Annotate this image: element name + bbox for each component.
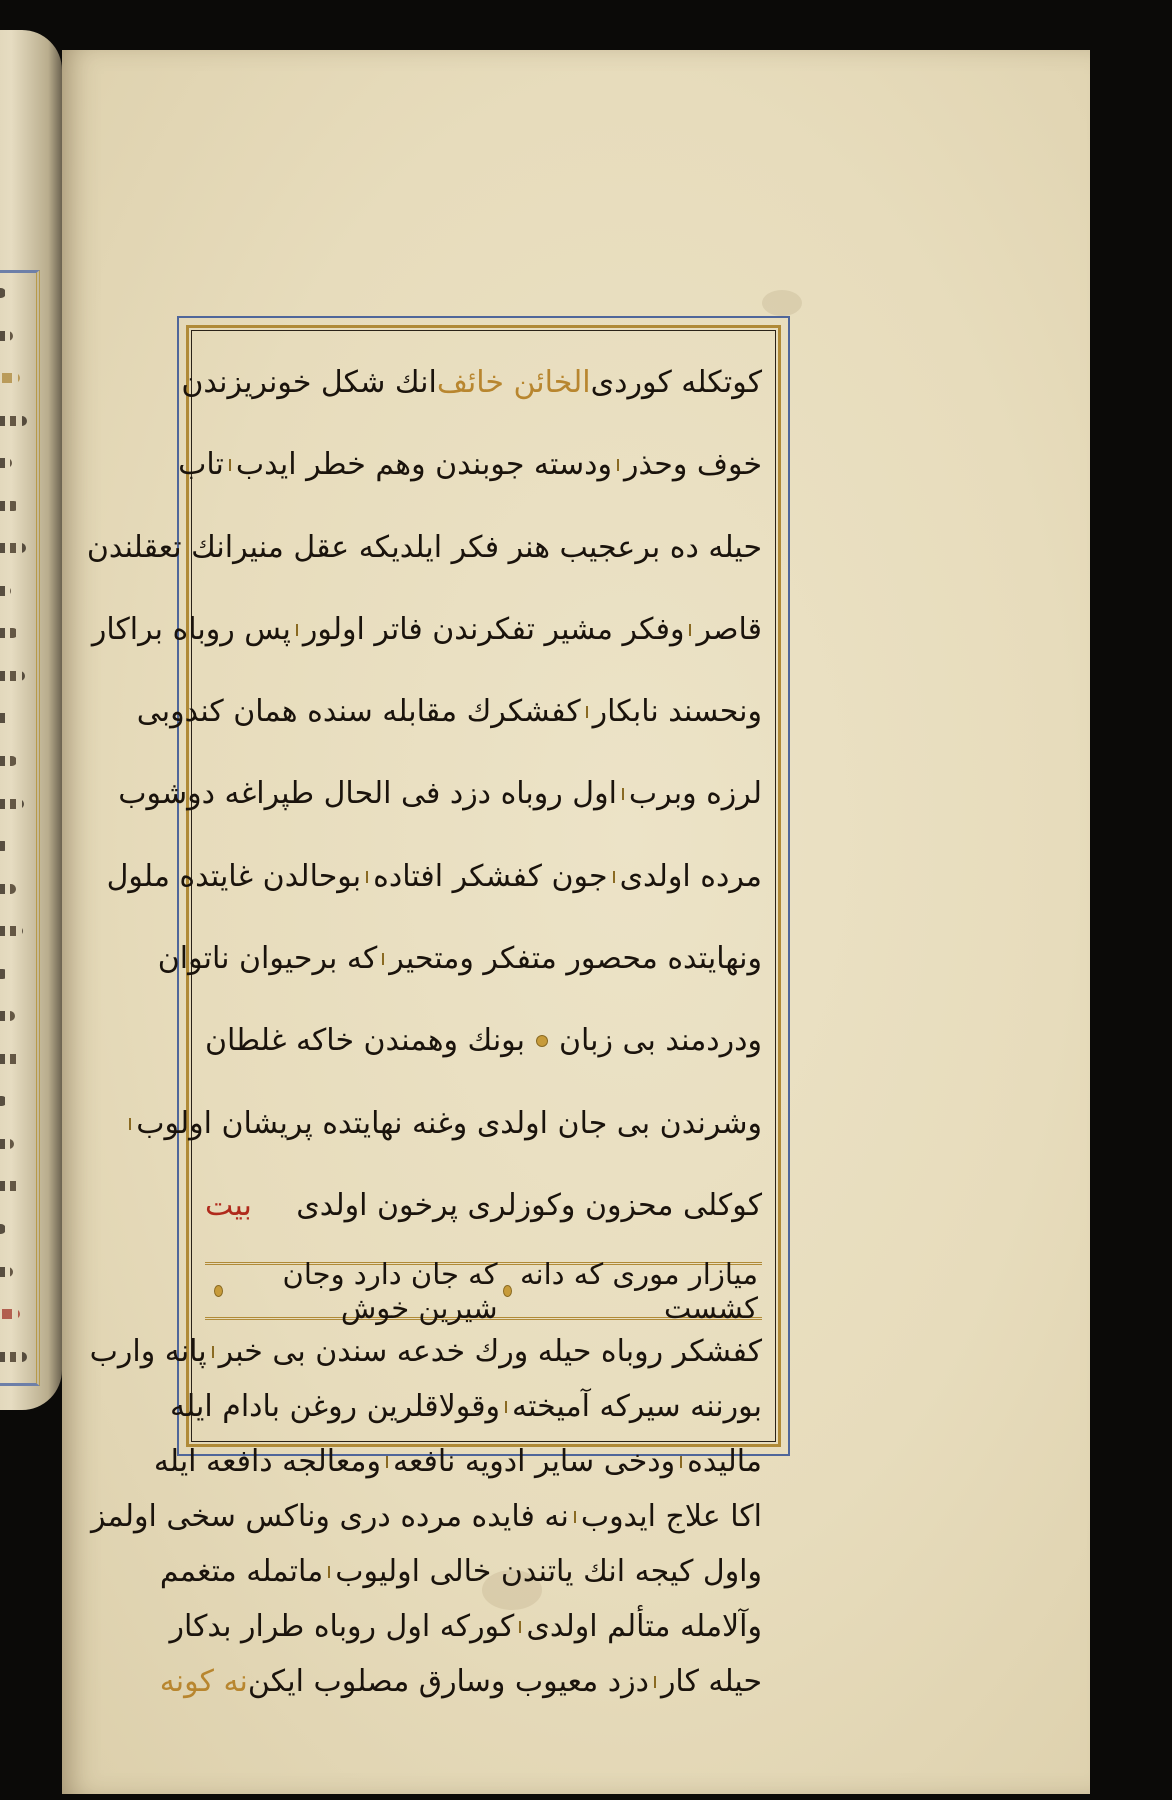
rubric-text: الخائن خائف bbox=[436, 365, 591, 401]
left-page-line bbox=[0, 969, 8, 979]
text-segment: انك شکل خونریزندن bbox=[181, 365, 437, 401]
text-segment: که برحیوان ناتوان bbox=[157, 940, 378, 976]
text-segment: قاصر bbox=[696, 611, 762, 647]
text-segment: پس روباه براکار bbox=[91, 611, 291, 647]
left-page-text-lines bbox=[0, 280, 32, 1370]
text-segment: کوکلی محزون وکوزلری پرخون اولدی bbox=[296, 1187, 762, 1223]
paper-stain bbox=[762, 290, 802, 316]
text-line bbox=[159, 1544, 762, 1599]
left-page-line bbox=[0, 288, 6, 298]
text-segment: ودخی سایر ادویه نافعه bbox=[392, 1443, 676, 1479]
left-page-line bbox=[0, 756, 17, 766]
text-segment: ونحسند نابکار bbox=[592, 694, 762, 730]
text-segment: خوف وحذر bbox=[624, 447, 762, 483]
left-page-line bbox=[0, 713, 10, 723]
verse-hemistich-left: که جان دارد وجان شیرین خوش bbox=[282, 1257, 498, 1325]
text-segment: ومعالجه دافعه ایله bbox=[153, 1443, 381, 1479]
text-segment: اکا علاج ایدوب bbox=[580, 1498, 762, 1534]
text-segment: لرزه وبرب bbox=[628, 776, 762, 812]
verse-panel bbox=[205, 1257, 762, 1325]
text-line bbox=[118, 753, 762, 835]
text-segment: ودردمند بی زبان bbox=[559, 1023, 762, 1059]
text-segment: تاب bbox=[178, 447, 224, 483]
left-page-line bbox=[0, 884, 16, 894]
text-line bbox=[89, 1324, 762, 1379]
gold-ruling-frame bbox=[86, 325, 781, 1699]
text-segment: وقولاقلرین روغن بادام ایله bbox=[170, 1388, 501, 1424]
left-page-line bbox=[0, 501, 19, 511]
left-page-line bbox=[0, 799, 24, 809]
left-page-line bbox=[0, 1096, 7, 1106]
text-segment: کوتکله کوردی bbox=[590, 365, 762, 401]
text-line bbox=[178, 424, 762, 506]
text-segment: حیله کار bbox=[660, 1663, 762, 1699]
text-segment: کفشکر روباه حیله ورك خدعه سندن بی خبر bbox=[218, 1333, 762, 1369]
left-page-line bbox=[0, 628, 18, 638]
text-segment: نه فایده مرده دری وناکس سخی اولمز bbox=[90, 1498, 569, 1534]
text-line bbox=[86, 507, 762, 589]
text-segment: مالیده bbox=[687, 1443, 762, 1479]
manuscript-folio bbox=[62, 50, 1090, 1794]
text-segment: وشرندن بی جان اولدی وغنه نهایتده پریشان اولوب bbox=[136, 1105, 762, 1141]
left-page-line bbox=[0, 1011, 15, 1021]
text-line bbox=[170, 1379, 762, 1434]
text-line bbox=[157, 918, 762, 1000]
text-segment: وآلامله متألم اولدی bbox=[526, 1608, 762, 1644]
left-page-edge bbox=[0, 30, 62, 1410]
verse-line bbox=[205, 1257, 762, 1325]
text-line bbox=[90, 1489, 762, 1544]
verse-hemistich-right: میازار موری که دانه کشست bbox=[519, 1257, 758, 1325]
left-page-line bbox=[0, 1224, 6, 1234]
text-segment: وفکر مشیر تفکرندن فاتر اولور bbox=[302, 611, 685, 647]
left-page-line bbox=[0, 1352, 27, 1362]
left-page-line bbox=[0, 1267, 13, 1277]
text-segment: ودسته جوبندن وهم خطر ایدب bbox=[235, 447, 613, 483]
left-page-line bbox=[0, 1309, 20, 1319]
left-page-line bbox=[0, 926, 23, 936]
text-line bbox=[159, 1654, 762, 1709]
left-page-line bbox=[0, 458, 12, 468]
text-line bbox=[106, 836, 762, 918]
left-page-line bbox=[0, 1139, 14, 1149]
text-segment: حیله ده برعجیب هنر فکر ایلدیکه عقل منیرانك تعقلندن bbox=[86, 529, 762, 565]
left-page-line bbox=[0, 841, 9, 851]
left-page-line bbox=[0, 416, 27, 426]
rubric-text: بیت bbox=[205, 1187, 252, 1223]
text-segment: اول روباه دزد فی الحال طپراغه دوشوب bbox=[118, 776, 617, 812]
text-line bbox=[169, 1599, 762, 1654]
text-line bbox=[91, 589, 762, 671]
text-segment: دزد معیوب وسارق مصلوب ایکن bbox=[247, 1663, 649, 1699]
text-line bbox=[181, 342, 762, 424]
text-segment: جون کفشکر افتاده bbox=[373, 858, 608, 894]
text-segment: کفشکرك مقابله سنده همان کندوبی bbox=[136, 694, 581, 730]
text-segment: واول کیجه انك یاتندن خالی اولیوب bbox=[335, 1553, 762, 1589]
text-segment: ونهایتده محصور متفکر ومتحیر bbox=[389, 940, 762, 976]
text-line bbox=[136, 1082, 762, 1164]
text-segment: بورننه سیرکه آمیخته bbox=[512, 1388, 762, 1424]
verse-end-dot bbox=[215, 1286, 222, 1296]
text-panel-bottom bbox=[89, 1324, 762, 1709]
text-segment: بوحالدن غایتده ملول bbox=[106, 858, 362, 894]
text-segment: بونك وهمندن خاکه غلطان bbox=[205, 1023, 526, 1059]
left-page-line bbox=[0, 331, 13, 341]
text-segment: ماتمله متغمم bbox=[159, 1553, 324, 1589]
text-line bbox=[205, 1165, 762, 1247]
left-page-line bbox=[0, 1054, 22, 1064]
text-line bbox=[205, 1000, 762, 1082]
left-page-line bbox=[0, 543, 26, 553]
left-page-line bbox=[0, 671, 25, 681]
text-segment: مرده اولدی bbox=[619, 858, 762, 894]
punctuation-dot bbox=[537, 1036, 547, 1046]
left-page-line bbox=[0, 373, 20, 383]
text-panel-top bbox=[86, 342, 762, 1247]
left-page-line bbox=[0, 586, 11, 596]
text-line bbox=[153, 1434, 762, 1489]
text-line bbox=[136, 671, 762, 753]
text-segment: پانه وارب bbox=[89, 1333, 207, 1369]
verse-divider-dot bbox=[504, 1286, 511, 1296]
text-block-frame bbox=[86, 316, 790, 1699]
rubric-text: نه کونه bbox=[159, 1663, 248, 1699]
left-page-line bbox=[0, 1181, 21, 1191]
text-segment: کورکه اول روباه طرار بدکار bbox=[169, 1608, 515, 1644]
